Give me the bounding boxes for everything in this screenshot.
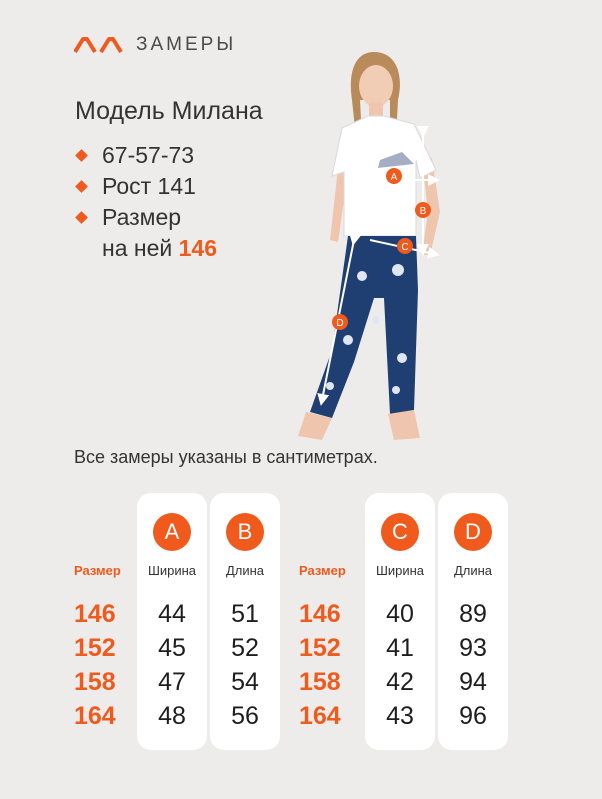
size-value: 152	[299, 634, 341, 662]
measure-column-d	[438, 493, 508, 750]
measure-value: 56	[231, 702, 259, 730]
measure-value: 44	[158, 600, 186, 628]
bullet-diamond-icon	[75, 149, 88, 162]
measure-column-a	[137, 493, 207, 750]
measure-badge-d: D	[454, 513, 492, 551]
measure-values	[365, 597, 435, 733]
measure-badge-a: A	[153, 513, 191, 551]
model-size-value: 146	[178, 235, 217, 261]
model-height-item	[75, 171, 217, 202]
marker-c	[397, 238, 413, 254]
measure-values	[210, 597, 280, 733]
model-size-line2: на ней	[102, 235, 173, 261]
measure-value: 94	[459, 668, 487, 696]
size-value: 164	[74, 702, 116, 730]
marker-b	[415, 202, 431, 218]
measure-label: Ширина	[375, 563, 425, 578]
brand-logo-icon	[74, 37, 124, 53]
measure-column-c	[365, 493, 435, 750]
model-photo	[282, 40, 452, 455]
measure-value: 48	[158, 702, 186, 730]
size-header: Размер	[74, 563, 121, 578]
bullet-diamond-icon	[75, 180, 88, 193]
model-height: Рост 141	[102, 173, 196, 199]
measure-column-b	[210, 493, 280, 750]
measure-value: 42	[386, 668, 414, 696]
measure-value: 52	[231, 634, 259, 662]
model-name: Модель Милана	[75, 97, 263, 125]
size-value: 146	[299, 600, 341, 628]
measure-values	[137, 597, 207, 733]
size-value: 158	[299, 668, 341, 696]
size-value: 152	[74, 634, 116, 662]
measure-value: 51	[231, 600, 259, 628]
measure-value: 40	[386, 600, 414, 628]
measure-value: 43	[386, 702, 414, 730]
svg-text:C: C	[401, 242, 409, 253]
marker-a	[386, 168, 402, 184]
size-header: Размер	[299, 563, 346, 578]
bullet-diamond-icon	[75, 211, 88, 224]
marker-d	[332, 314, 348, 330]
measure-values	[438, 597, 508, 733]
measure-label: Длина	[225, 563, 265, 578]
size-value: 146	[74, 600, 116, 628]
measure-label: Длина	[453, 563, 493, 578]
units-note: Все замеры указаны в сантиметрах.	[74, 447, 378, 467]
model-params: 67-57-73	[102, 142, 195, 168]
measure-value: 54	[231, 668, 259, 696]
measure-value: 96	[459, 702, 487, 730]
svg-text:D: D	[336, 318, 344, 329]
measure-badge-c: C	[381, 513, 419, 551]
model-size-item	[75, 202, 217, 264]
svg-text:B: B	[419, 206, 427, 217]
size-value: 158	[74, 668, 116, 696]
measure-label: Ширина	[147, 563, 197, 578]
measure-value: 93	[459, 634, 487, 662]
brand-logo	[74, 34, 236, 56]
size-list	[299, 597, 359, 733]
size-value: 164	[299, 702, 341, 730]
svg-text:A: A	[390, 172, 398, 183]
measure-value: 41	[386, 634, 414, 662]
model-params-list	[75, 140, 217, 264]
size-list	[74, 597, 134, 733]
measure-value: 89	[459, 600, 487, 628]
measure-badge-b: B	[226, 513, 264, 551]
brand-title: ЗАМЕРЫ	[136, 34, 237, 55]
model-size	[102, 202, 217, 264]
measure-value: 47	[158, 668, 186, 696]
measure-value: 45	[158, 634, 186, 662]
model-size-line1: Размер	[102, 204, 182, 230]
model-params-item	[75, 140, 217, 171]
